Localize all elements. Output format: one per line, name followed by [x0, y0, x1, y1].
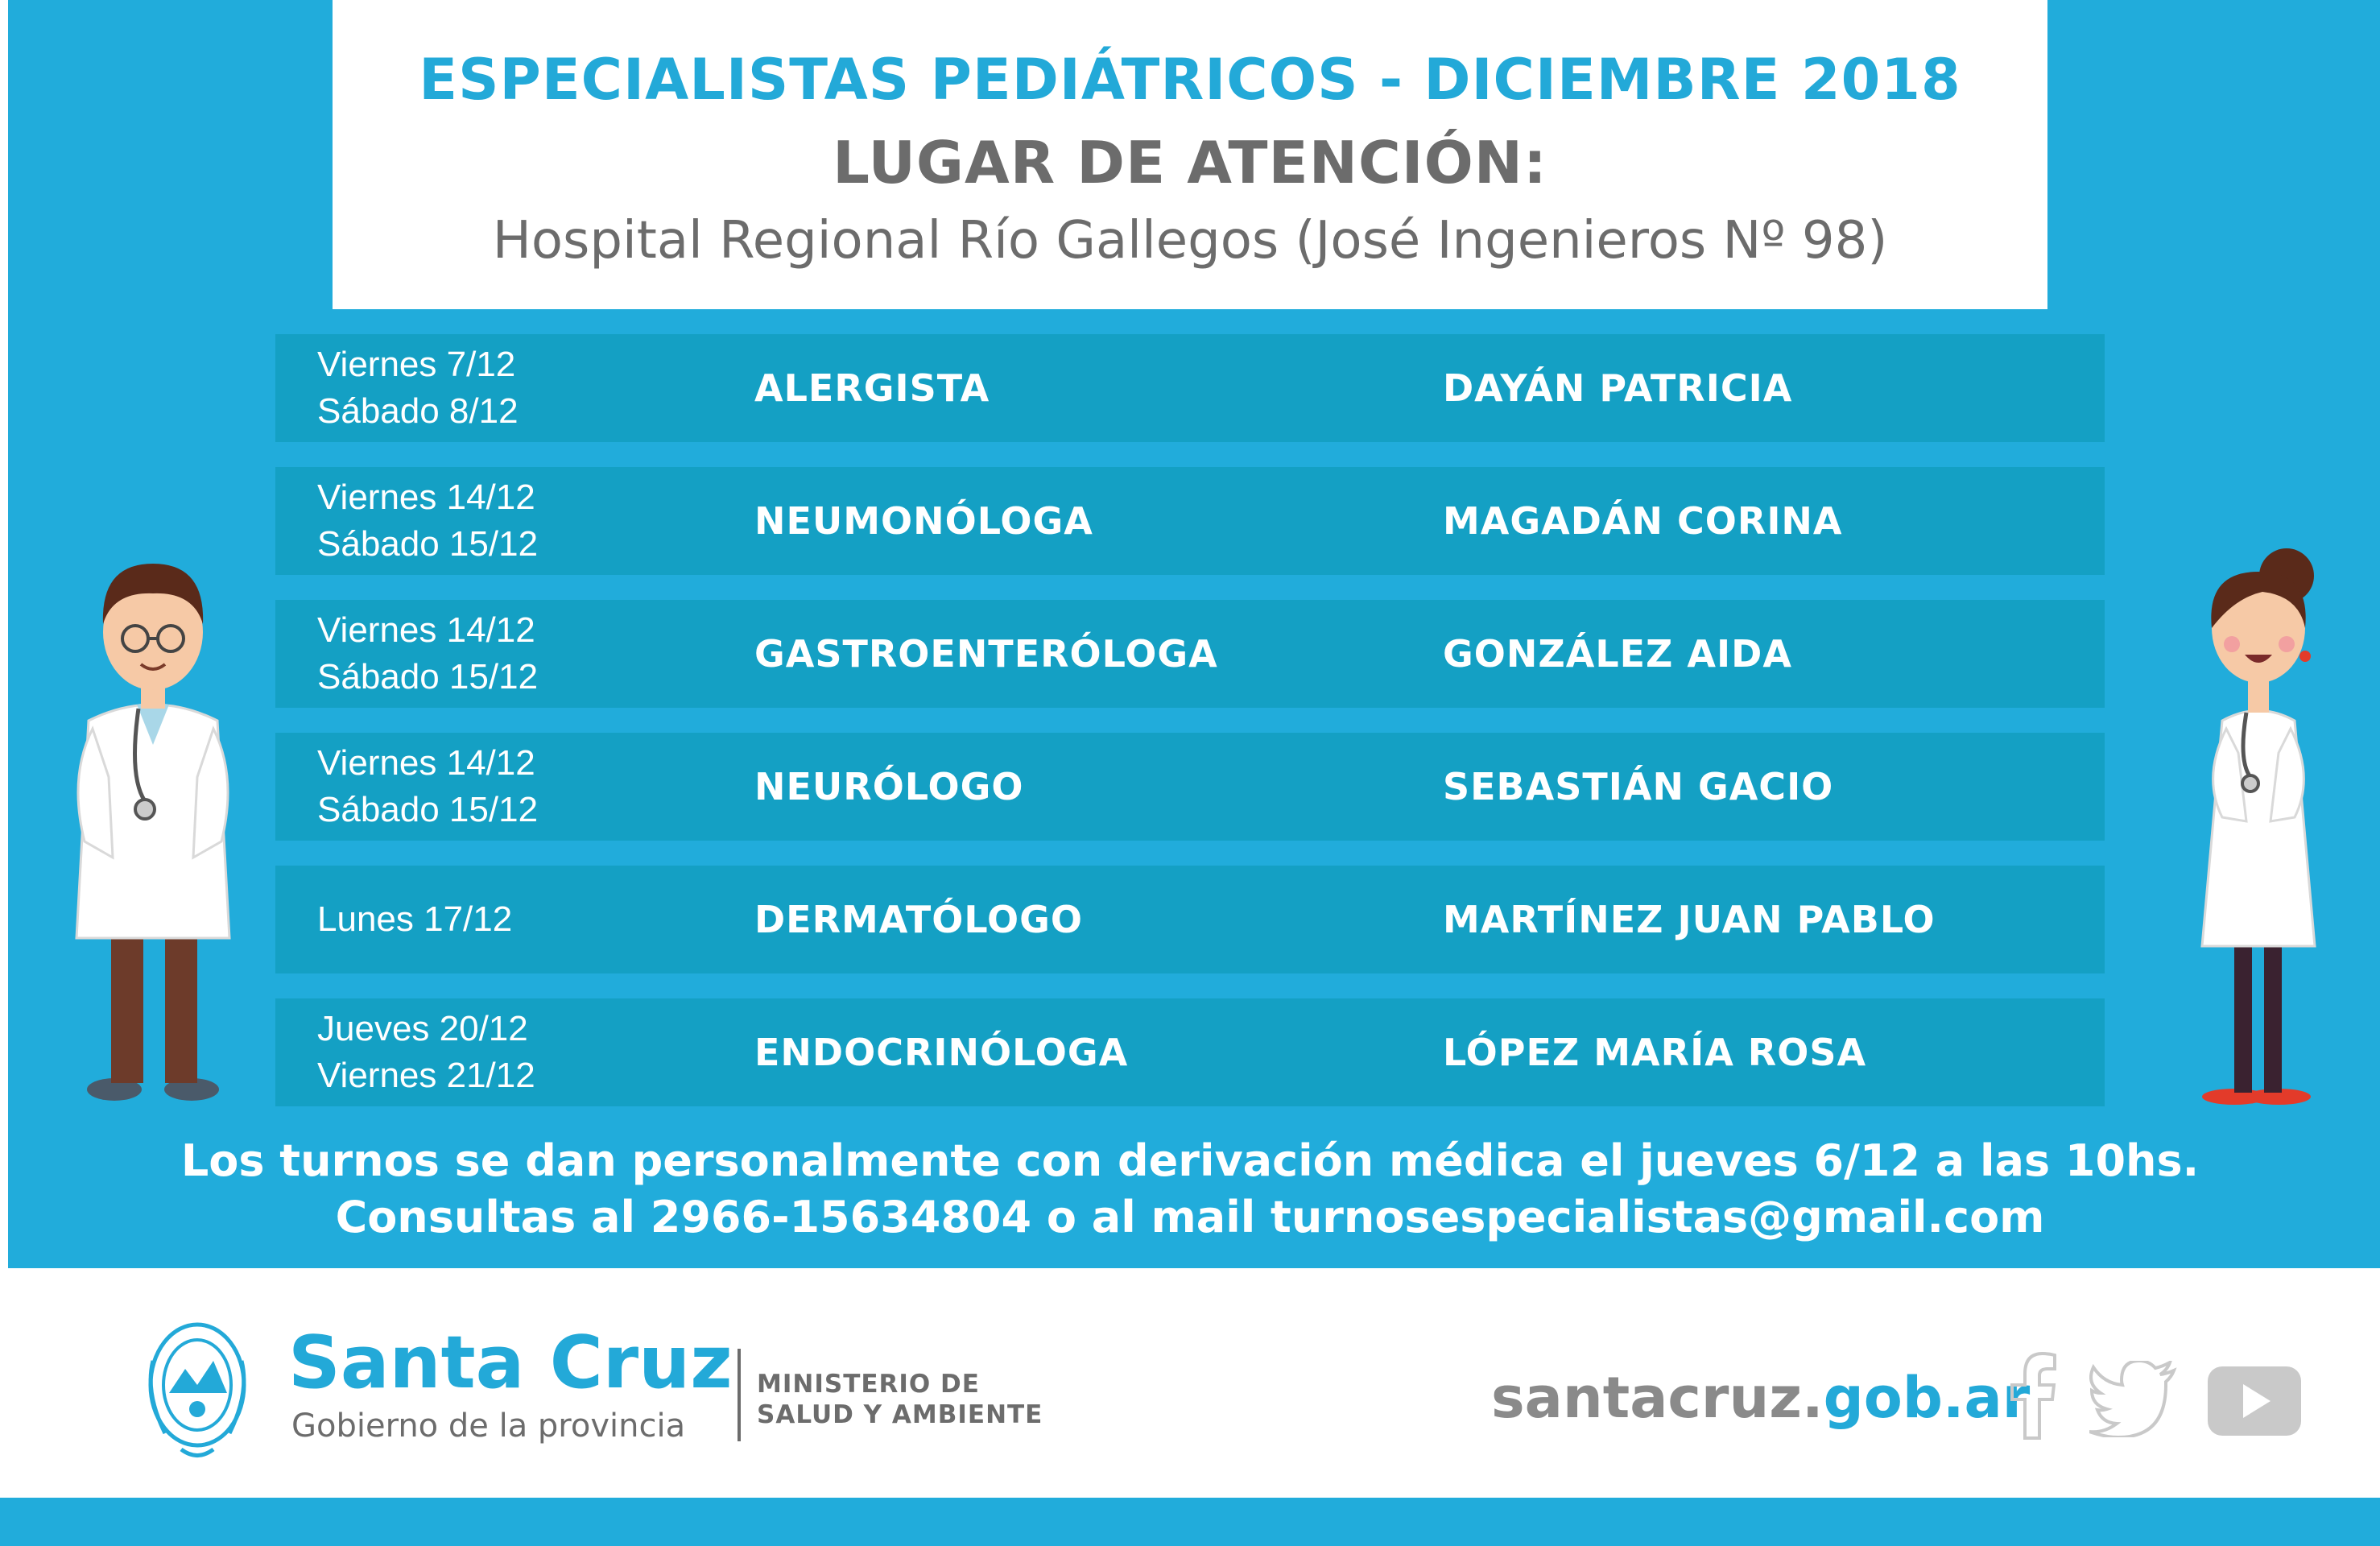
table-row — [275, 733, 2105, 841]
doctor-name: MARTÍNEZ JUAN PABLO — [1443, 898, 1936, 941]
table-row — [275, 998, 2105, 1106]
facebook-icon[interactable] — [2009, 1351, 2057, 1440]
twitter-icon[interactable] — [2089, 1361, 2178, 1437]
youtube-icon[interactable] — [2206, 1365, 2303, 1437]
province-seal-icon — [137, 1312, 258, 1465]
date-line: Viernes 21/12 — [317, 1056, 535, 1095]
brand-name: Santa Cruz — [288, 1321, 733, 1405]
table-row — [275, 866, 2105, 973]
date-line: Lunes 17/12 — [317, 899, 513, 939]
row-dates — [317, 998, 736, 1106]
female-doctor-illustration — [2158, 535, 2351, 1107]
location-address: Hospital Regional Río Gallegos (José Ingenieros Nº 98) — [492, 211, 1888, 271]
specialty-label: DERMATÓLOGO — [754, 898, 1083, 941]
date-line: Sábado 15/12 — [317, 657, 539, 697]
doctor-name: MAGADÁN CORINA — [1443, 499, 1843, 543]
row-dates — [317, 467, 736, 575]
date-line: Sábado 15/12 — [317, 524, 539, 564]
row-dates — [317, 334, 736, 442]
page-title: ESPECIALISTAS PEDIÁTRICOS - DICIEMBRE 2018 — [419, 47, 1961, 113]
website-domain: santacruz. — [1491, 1365, 1824, 1431]
date-line: Viernes 7/12 — [317, 345, 516, 384]
row-dates — [317, 600, 736, 708]
doctor-name: SEBASTIÁN GACIO — [1443, 765, 1834, 808]
appointment-note: Los turnos se dan personalmente con derivación médica el jueves 6/12 a las 10hs. — [180, 1135, 2200, 1186]
date-line: Viernes 14/12 — [317, 610, 535, 650]
male-doctor-illustration — [64, 535, 242, 1107]
ministry-label — [757, 1369, 1043, 1430]
location-heading: LUGAR DE ATENCIÓN: — [833, 129, 1547, 196]
row-dates — [317, 866, 736, 973]
date-line: Viernes 14/12 — [317, 477, 535, 517]
website-link[interactable] — [1491, 1365, 2030, 1431]
specialty-label: GASTROENTERÓLOGA — [754, 632, 1218, 676]
table-row — [275, 600, 2105, 708]
ministry-line: MINISTERIO DE — [757, 1370, 980, 1399]
date-line: Viernes 14/12 — [317, 743, 535, 783]
doctor-name: DAYÁN PATRICIA — [1443, 366, 1793, 410]
website-tld: gob.ar — [1823, 1365, 2031, 1431]
brand-subtitle: Gobierno de la provincia — [291, 1408, 686, 1445]
specialty-label: ENDOCRINÓLOGA — [754, 1031, 1129, 1074]
date-line: Jueves 20/12 — [317, 1009, 528, 1048]
specialty-label: NEURÓLOGO — [754, 765, 1024, 808]
contact-note: Consultas al 2966-15634804 o al mail turnosespecialistas@gmail.com — [335, 1192, 2045, 1242]
header-box — [333, 0, 2047, 309]
ministry-line: SALUD Y AMBIENTE — [757, 1400, 1043, 1429]
table-row — [275, 334, 2105, 442]
date-line: Sábado 8/12 — [317, 391, 519, 431]
footer-divider — [738, 1349, 741, 1441]
footer-strip — [0, 1498, 2380, 1546]
doctor-name: LÓPEZ MARÍA ROSA — [1443, 1031, 1867, 1074]
specialty-label: ALERGISTA — [754, 366, 990, 410]
specialty-label: NEUMONÓLOGA — [754, 499, 1093, 543]
date-line: Sábado 15/12 — [317, 790, 539, 829]
row-dates — [317, 733, 736, 841]
doctor-name: GONZÁLEZ AIDA — [1443, 632, 1792, 676]
table-row — [275, 467, 2105, 575]
